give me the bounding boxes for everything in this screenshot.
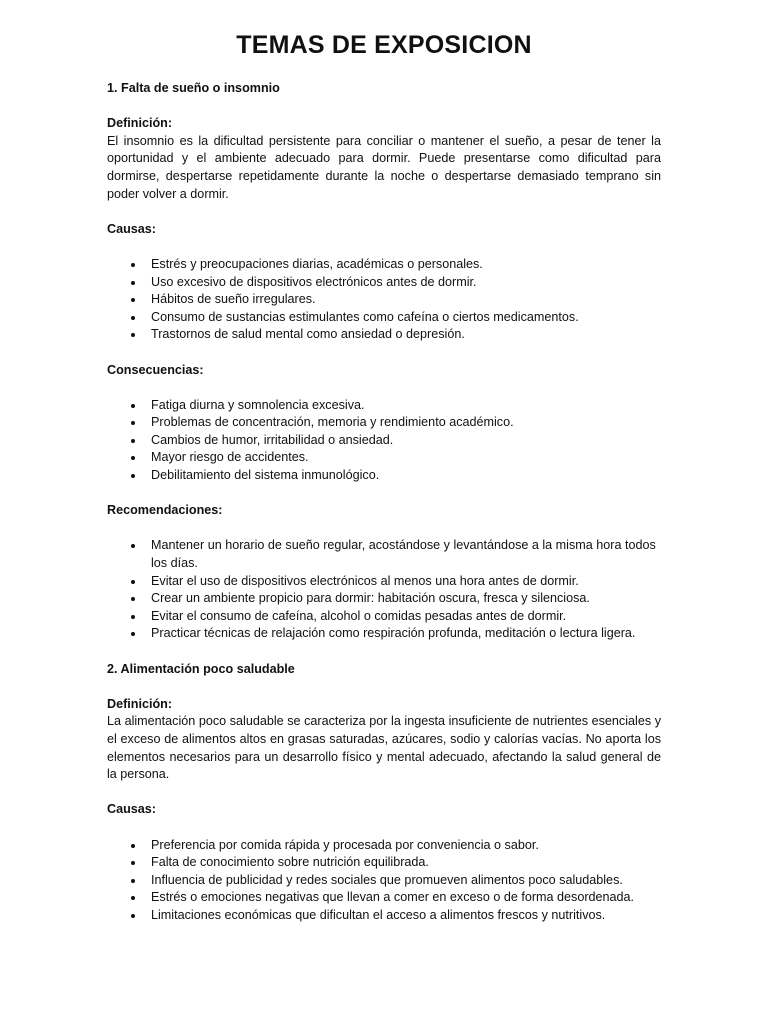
list-item-text: Mantener un horario de sueño regular, acostándose y levantándose a la misma hora todos los días.: [151, 538, 656, 571]
bullet-icon: [131, 544, 135, 548]
definition-label: Definición:: [107, 116, 173, 131]
list-item-text: Hábitos de sueño irregulares.: [151, 292, 316, 307]
list-item: [107, 625, 661, 643]
list-item-text: Practicar técnicas de relajación como respiración profunda, meditación o lectura ligera.: [151, 626, 636, 641]
bullet-icon: [131, 861, 135, 865]
list-item-text: Estrés o emociones negativas que llevan a comer en exceso o de forma desordenada.: [151, 890, 635, 905]
consequences-list: [107, 397, 661, 485]
bullet-icon: [131, 316, 135, 320]
list-item: [107, 537, 661, 572]
list-item: [107, 397, 661, 415]
causes-label: Causas:: [107, 221, 156, 236]
list-item: [107, 907, 661, 925]
bullet-icon: [131, 632, 135, 636]
definition-label: Definición:: [107, 696, 173, 711]
list-item-text: Mayor riesgo de accidentes.: [151, 450, 309, 465]
causes-list: [107, 837, 661, 925]
list-item-text: Limitaciones económicas que dificultan el acceso a alimentos frescos y nutritivos.: [151, 907, 606, 922]
list-item-text: Crear un ambiente propicio para dormir: habitación oscura, fresca y silenciosa.: [151, 591, 590, 606]
list-item: [107, 274, 661, 292]
bullet-icon: [131, 421, 135, 425]
recommendations-label: Recomendaciones:: [107, 503, 223, 518]
bullet-icon: [131, 615, 135, 619]
list-item: [107, 872, 661, 890]
list-item-text: Consumo de sustancias estimulantes como cafeína o ciertos medicamentos.: [151, 309, 579, 324]
list-item: [107, 467, 661, 485]
list-item: [107, 889, 661, 907]
spacer: [107, 819, 661, 837]
spacer: [107, 520, 661, 538]
list-item-text: Evitar el consumo de cafeína, alcohol o comidas pesadas antes de dormir.: [151, 608, 567, 623]
list-item-text: Influencia de publicidad y redes sociales que promueven alimentos poco saludables.: [151, 872, 623, 887]
list-item-text: Debilitamiento del sistema inmunológico.: [151, 468, 380, 483]
list-item-text: Cambios de humor, irritabilidad o ansiedad.: [151, 432, 394, 447]
list-item-text: Preferencia por comida rápida y procesada por conveniencia o sabor.: [151, 837, 539, 852]
bullet-icon: [131, 597, 135, 601]
spacer: [107, 238, 661, 256]
spacer: [107, 379, 661, 397]
recommendations-list: [107, 537, 661, 643]
list-item-text: Estrés y preocupaciones diarias, académicas o personales.: [151, 256, 483, 271]
list-item: [107, 309, 661, 327]
bullet-icon: [131, 456, 135, 460]
section-insomnio: [107, 80, 661, 643]
bullet-icon: [131, 439, 135, 443]
list-item: [107, 573, 661, 591]
bullet-icon: [131, 333, 135, 337]
list-item: [107, 608, 661, 626]
section-heading: 2. Alimentación poco saludable: [107, 661, 295, 676]
list-item: [107, 432, 661, 450]
bullet-icon: [131, 580, 135, 584]
list-item: [107, 414, 661, 432]
list-item-text: Fatiga diurna y somnolencia excesiva.: [151, 397, 365, 412]
consequences-label: Consecuencias:: [107, 362, 204, 377]
document-body: [107, 80, 661, 942]
list-item-text: Trastornos de salud mental como ansiedad o depresión.: [151, 327, 465, 342]
list-item: [107, 854, 661, 872]
section-heading: 1. Falta de sueño o insomnio: [107, 81, 280, 95]
definition-text: La alimentación poco saludable se caracteriza por la ingesta insuficiente de nutrientes esenciales y el exceso de alimentos altos en grasas saturadas, azúcares, sodio y calorías vacías. No aporta los elementos necesarios para un desarrollo físico y mental adecuado, afectando la salud general de la persona.: [107, 714, 661, 782]
list-item: [107, 291, 661, 309]
definition-text: El insomnio es la dificultad persistente para conciliar o mantener el sueño, a pesar de tener la oportunidad y el ambiente adecuado para dormir. Puede presentarse como dificultad para dormirse, despertarse repetidamente durante la noche o despertarse demasiado temprano sin poder volver a dormir.: [107, 133, 661, 201]
bullet-icon: [131, 844, 135, 848]
list-item: [107, 256, 661, 274]
bullet-icon: [131, 879, 135, 883]
list-item: [107, 326, 661, 344]
list-item: [107, 590, 661, 608]
list-item-text: Problemas de concentración, memoria y rendimiento académico.: [151, 415, 514, 430]
bullet-icon: [131, 404, 135, 408]
bullet-icon: [131, 263, 135, 267]
list-item: [107, 837, 661, 855]
list-item: [107, 449, 661, 467]
bullet-icon: [131, 474, 135, 478]
bullet-icon: [131, 896, 135, 900]
list-item-text: Evitar el uso de dispositivos electrónicos al menos una hora antes de dormir.: [151, 573, 579, 588]
document-title: TEMAS DE EXPOSICION: [236, 31, 532, 59]
bullet-icon: [131, 914, 135, 918]
causes-label: Causas:: [107, 802, 156, 817]
list-item-text: Falta de conocimiento sobre nutrición equilibrada.: [151, 855, 429, 870]
bullet-icon: [131, 281, 135, 285]
causes-list: [107, 256, 661, 344]
section-alimentacion: [107, 661, 661, 925]
list-item-text: Uso excesivo de dispositivos electrónicos antes de dormir.: [151, 274, 477, 289]
bullet-icon: [131, 298, 135, 302]
